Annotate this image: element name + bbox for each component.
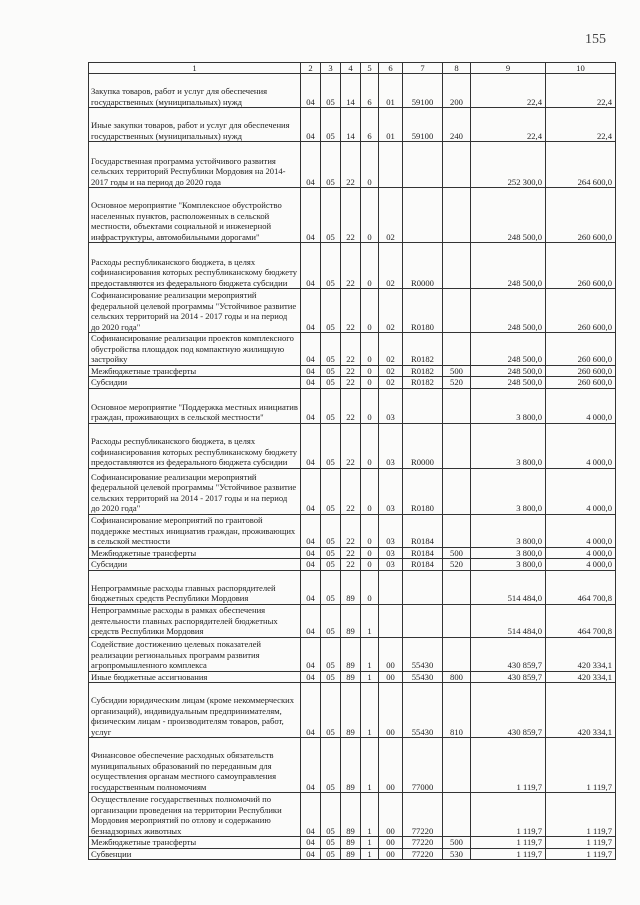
program-code-cell: 89 [341, 570, 361, 604]
header-cell: 9 [471, 63, 546, 74]
subprogram-code-cell: 1 [361, 683, 379, 738]
program-code-cell: 89 [341, 671, 361, 683]
program-code-cell: 22 [341, 333, 361, 366]
program-code-cell: 22 [341, 142, 361, 188]
table-row [89, 547, 616, 559]
amount-col9-cell: 3 800,0 [471, 423, 546, 468]
amount-col10-cell: 264 600,0 [546, 142, 616, 188]
amount-col10-cell: 1 119,7 [546, 738, 616, 793]
activity-code-cell: 03 [379, 514, 403, 547]
amount-col9-cell: 1 119,7 [471, 793, 546, 837]
target-article-cell: R0180 [403, 468, 443, 514]
activity-code-cell: 00 [379, 848, 403, 860]
amount-col10-cell: 260 600,0 [546, 333, 616, 366]
amount-col9-cell: 1 119,7 [471, 848, 546, 860]
program-code-cell: 89 [341, 637, 361, 671]
activity-code-cell: 02 [379, 289, 403, 333]
section-code-cell: 04 [301, 547, 321, 559]
section-code-cell: 04 [301, 468, 321, 514]
amount-col10-cell: 1 119,7 [546, 837, 616, 849]
row-name-cell: Межбюджетные трансферты [89, 837, 301, 849]
subsection-code-cell: 05 [321, 388, 341, 423]
program-code-cell: 22 [341, 514, 361, 547]
target-article-cell: R0182 [403, 333, 443, 366]
program-code-cell: 22 [341, 243, 361, 289]
amount-col10-cell: 4 000,0 [546, 468, 616, 514]
activity-code-cell: 00 [379, 637, 403, 671]
target-article-cell [403, 570, 443, 604]
table-row [89, 74, 616, 108]
amount-col10-cell: 4 000,0 [546, 514, 616, 547]
amount-col9-cell: 22,4 [471, 74, 546, 108]
expense-type-cell: 500 [443, 837, 471, 849]
subprogram-code-cell: 0 [361, 142, 379, 188]
target-article-cell: R0182 [403, 365, 443, 377]
budget-table [88, 62, 616, 860]
subsection-code-cell: 05 [321, 547, 341, 559]
expense-type-cell [443, 289, 471, 333]
subsection-code-cell: 05 [321, 142, 341, 188]
table-row [89, 377, 616, 389]
table-row [89, 108, 616, 142]
target-article-cell: R0000 [403, 423, 443, 468]
expense-type-cell: 500 [443, 365, 471, 377]
section-code-cell: 04 [301, 837, 321, 849]
target-article-cell: R0180 [403, 289, 443, 333]
program-code-cell: 22 [341, 377, 361, 389]
target-article-cell: 59100 [403, 74, 443, 108]
section-code-cell: 04 [301, 243, 321, 289]
amount-col9-cell: 248 500,0 [471, 188, 546, 243]
row-name-cell: Осуществление государственных полномочий по организации проведения на территории Республики Мордовия мероприятий по отлову и содержанию безнадзорных животных [89, 793, 301, 837]
amount-col10-cell: 420 334,1 [546, 637, 616, 671]
section-code-cell: 04 [301, 365, 321, 377]
program-code-cell: 89 [341, 837, 361, 849]
amount-col9-cell: 430 859,7 [471, 637, 546, 671]
amount-col9-cell: 22,4 [471, 108, 546, 142]
activity-code-cell: 03 [379, 388, 403, 423]
expense-type-cell: 240 [443, 108, 471, 142]
amount-col9-cell: 3 800,0 [471, 547, 546, 559]
subprogram-code-cell: 1 [361, 837, 379, 849]
amount-col10-cell: 22,4 [546, 74, 616, 108]
amount-col9-cell: 3 800,0 [471, 468, 546, 514]
activity-code-cell: 00 [379, 683, 403, 738]
program-code-cell: 89 [341, 848, 361, 860]
amount-col10-cell: 1 119,7 [546, 793, 616, 837]
subsection-code-cell: 05 [321, 848, 341, 860]
expense-type-cell: 530 [443, 848, 471, 860]
subprogram-code-cell: 0 [361, 388, 379, 423]
subprogram-code-cell: 0 [361, 570, 379, 604]
activity-code-cell: 02 [379, 333, 403, 366]
program-code-cell: 22 [341, 559, 361, 571]
amount-col9-cell: 248 500,0 [471, 377, 546, 389]
subsection-code-cell: 05 [321, 671, 341, 683]
subsection-code-cell: 05 [321, 74, 341, 108]
table-row [89, 243, 616, 289]
activity-code-cell: 02 [379, 377, 403, 389]
amount-col10-cell: 260 600,0 [546, 243, 616, 289]
activity-code-cell: 00 [379, 837, 403, 849]
section-code-cell: 04 [301, 738, 321, 793]
activity-code-cell: 01 [379, 108, 403, 142]
row-name-cell: Финансовое обеспечение расходных обязательств муниципальных образований по переданным для осуществления органам местного самоуправления государственным полномочиям [89, 738, 301, 793]
program-code-cell: 22 [341, 468, 361, 514]
table-row [89, 793, 616, 837]
row-name-cell: Непрограммные расходы главных распорядителей бюджетных средств Республики Мордовия [89, 570, 301, 604]
row-name-cell: Содействие достижению целевых показателей реализации региональных программ развития агропромышленного комплекса [89, 637, 301, 671]
header-cell: 3 [321, 63, 341, 74]
page-number: 155 [585, 32, 606, 47]
section-code-cell: 04 [301, 188, 321, 243]
subprogram-code-cell: 0 [361, 289, 379, 333]
subsection-code-cell: 05 [321, 559, 341, 571]
subsection-code-cell: 05 [321, 243, 341, 289]
subsection-code-cell: 05 [321, 289, 341, 333]
table-row [89, 365, 616, 377]
activity-code-cell [379, 604, 403, 637]
table-row [89, 683, 616, 738]
expense-type-cell [443, 243, 471, 289]
target-article-cell: R0000 [403, 243, 443, 289]
table-row [89, 637, 616, 671]
row-name-cell: Закупка товаров, работ и услуг для обеспечения государственных (муниципальных) нужд [89, 74, 301, 108]
table-header-row [89, 63, 616, 74]
activity-code-cell: 00 [379, 793, 403, 837]
subsection-code-cell: 05 [321, 637, 341, 671]
activity-code-cell: 03 [379, 559, 403, 571]
amount-col9-cell: 248 500,0 [471, 289, 546, 333]
subsection-code-cell: 05 [321, 570, 341, 604]
target-article-cell [403, 142, 443, 188]
program-code-cell: 22 [341, 188, 361, 243]
section-code-cell: 04 [301, 289, 321, 333]
subprogram-code-cell: 0 [361, 365, 379, 377]
table-row [89, 570, 616, 604]
subsection-code-cell: 05 [321, 738, 341, 793]
amount-col9-cell: 3 800,0 [471, 388, 546, 423]
program-code-cell: 22 [341, 388, 361, 423]
amount-col10-cell: 4 000,0 [546, 559, 616, 571]
target-article-cell [403, 388, 443, 423]
subprogram-code-cell: 1 [361, 637, 379, 671]
amount-col9-cell: 248 500,0 [471, 333, 546, 366]
section-code-cell: 04 [301, 848, 321, 860]
section-code-cell: 04 [301, 423, 321, 468]
target-article-cell: 55430 [403, 671, 443, 683]
program-code-cell: 22 [341, 547, 361, 559]
amount-col9-cell: 1 119,7 [471, 738, 546, 793]
table-row [89, 289, 616, 333]
row-name-cell: Расходы республиканского бюджета, в целях софинансирования которых республиканскому бюджету предоставляются из федерального бюджета субсидии [89, 243, 301, 289]
subsection-code-cell: 05 [321, 188, 341, 243]
header-cell: 5 [361, 63, 379, 74]
header-cell: 6 [379, 63, 403, 74]
activity-code-cell: 03 [379, 423, 403, 468]
header-cell: 2 [301, 63, 321, 74]
section-code-cell: 04 [301, 377, 321, 389]
header-cell: 8 [443, 63, 471, 74]
subprogram-code-cell: 0 [361, 423, 379, 468]
program-code-cell: 22 [341, 289, 361, 333]
amount-col10-cell: 420 334,1 [546, 671, 616, 683]
subprogram-code-cell: 0 [361, 514, 379, 547]
target-article-cell: 59100 [403, 108, 443, 142]
amount-col9-cell: 514 484,0 [471, 570, 546, 604]
table-row [89, 423, 616, 468]
expense-type-cell [443, 793, 471, 837]
target-article-cell: R0184 [403, 559, 443, 571]
target-article-cell: 55430 [403, 637, 443, 671]
target-article-cell [403, 604, 443, 637]
table-row [89, 671, 616, 683]
amount-col9-cell: 514 484,0 [471, 604, 546, 637]
amount-col10-cell: 22,4 [546, 108, 616, 142]
section-code-cell: 04 [301, 108, 321, 142]
row-name-cell: Софинансирование реализации мероприятий федеральной целевой программы "Устойчивое развитие сельских территорий на 2014 - 2017 годы и на период до 2020 года" [89, 468, 301, 514]
amount-col9-cell: 252 300,0 [471, 142, 546, 188]
amount-col9-cell: 1 119,7 [471, 837, 546, 849]
expense-type-cell [443, 514, 471, 547]
amount-col10-cell: 260 600,0 [546, 289, 616, 333]
subprogram-code-cell: 0 [361, 333, 379, 366]
activity-code-cell: 00 [379, 738, 403, 793]
header-cell: 1 [89, 63, 301, 74]
table-row [89, 388, 616, 423]
activity-code-cell: 03 [379, 468, 403, 514]
program-code-cell: 89 [341, 793, 361, 837]
program-code-cell: 14 [341, 108, 361, 142]
program-code-cell: 14 [341, 74, 361, 108]
section-code-cell: 04 [301, 637, 321, 671]
section-code-cell: 04 [301, 683, 321, 738]
expense-type-cell [443, 738, 471, 793]
activity-code-cell: 02 [379, 243, 403, 289]
subsection-code-cell: 05 [321, 333, 341, 366]
header-cell: 7 [403, 63, 443, 74]
expense-type-cell: 520 [443, 559, 471, 571]
subprogram-code-cell: 1 [361, 848, 379, 860]
amount-col9-cell: 248 500,0 [471, 365, 546, 377]
section-code-cell: 04 [301, 514, 321, 547]
expense-type-cell: 810 [443, 683, 471, 738]
target-article-cell: 77220 [403, 848, 443, 860]
subsection-code-cell: 05 [321, 604, 341, 637]
table-row [89, 468, 616, 514]
expense-type-cell [443, 468, 471, 514]
amount-col10-cell: 464 700,8 [546, 570, 616, 604]
amount-col10-cell: 4 000,0 [546, 547, 616, 559]
program-code-cell: 22 [341, 365, 361, 377]
activity-code-cell: 02 [379, 188, 403, 243]
amount-col9-cell: 430 859,7 [471, 671, 546, 683]
section-code-cell: 04 [301, 388, 321, 423]
amount-col10-cell: 464 700,8 [546, 604, 616, 637]
header-cell: 4 [341, 63, 361, 74]
section-code-cell: 04 [301, 142, 321, 188]
row-name-cell: Софинансирование реализации проектов комплексного обустройства площадок под компактную жилищную застройку [89, 333, 301, 366]
row-name-cell: Иные бюджетные ассигнования [89, 671, 301, 683]
table-row [89, 848, 616, 860]
expense-type-cell: 500 [443, 547, 471, 559]
expense-type-cell: 800 [443, 671, 471, 683]
expense-type-cell: 200 [443, 74, 471, 108]
section-code-cell: 04 [301, 604, 321, 637]
activity-code-cell: 01 [379, 74, 403, 108]
table-row [89, 142, 616, 188]
row-name-cell: Субсидии [89, 559, 301, 571]
subsection-code-cell: 05 [321, 514, 341, 547]
target-article-cell: 77220 [403, 793, 443, 837]
expense-type-cell [443, 388, 471, 423]
amount-col9-cell: 3 800,0 [471, 559, 546, 571]
target-article-cell: 77000 [403, 738, 443, 793]
row-name-cell: Расходы республиканского бюджета, в целях софинансирования которых республиканскому бюджету предоставляются из федерального бюджета субсидии [89, 423, 301, 468]
target-article-cell: R0184 [403, 547, 443, 559]
section-code-cell: 04 [301, 793, 321, 837]
table-row [89, 188, 616, 243]
activity-code-cell: 02 [379, 365, 403, 377]
target-article-cell: 77220 [403, 837, 443, 849]
amount-col9-cell: 430 859,7 [471, 683, 546, 738]
amount-col10-cell: 4 000,0 [546, 388, 616, 423]
subsection-code-cell: 05 [321, 683, 341, 738]
expense-type-cell [443, 142, 471, 188]
program-code-cell: 89 [341, 604, 361, 637]
expense-type-cell [443, 637, 471, 671]
subprogram-code-cell: 0 [361, 243, 379, 289]
section-code-cell: 04 [301, 570, 321, 604]
section-code-cell: 04 [301, 74, 321, 108]
program-code-cell: 89 [341, 738, 361, 793]
subprogram-code-cell: 1 [361, 604, 379, 637]
table-row [89, 333, 616, 366]
header-cell: 10 [546, 63, 616, 74]
target-article-cell: R0184 [403, 514, 443, 547]
row-name-cell: Основное мероприятие "Поддержка местных инициатив граждан, проживающих в сельской местности" [89, 388, 301, 423]
subprogram-code-cell: 1 [361, 793, 379, 837]
amount-col10-cell: 4 000,0 [546, 423, 616, 468]
row-name-cell: Основное мероприятие "Комплексное обустройство населенных пунктов, расположенных в сельской местности, объектами социальной и инженерной инфраструктуры, автомобильными дорогами" [89, 188, 301, 243]
target-article-cell [403, 188, 443, 243]
expense-type-cell: 520 [443, 377, 471, 389]
activity-code-cell: 03 [379, 547, 403, 559]
target-article-cell: 55430 [403, 683, 443, 738]
row-name-cell: Межбюджетные трансферты [89, 547, 301, 559]
amount-col10-cell: 420 334,1 [546, 683, 616, 738]
subprogram-code-cell: 6 [361, 74, 379, 108]
subsection-code-cell: 05 [321, 377, 341, 389]
row-name-cell: Субсидии [89, 377, 301, 389]
amount-col10-cell: 260 600,0 [546, 365, 616, 377]
section-code-cell: 04 [301, 671, 321, 683]
amount-col10-cell: 260 600,0 [546, 377, 616, 389]
subprogram-code-cell: 1 [361, 738, 379, 793]
subprogram-code-cell: 0 [361, 468, 379, 514]
subprogram-code-cell: 0 [361, 377, 379, 389]
subsection-code-cell: 05 [321, 793, 341, 837]
table-row [89, 738, 616, 793]
amount-col10-cell: 260 600,0 [546, 188, 616, 243]
subsection-code-cell: 05 [321, 837, 341, 849]
row-name-cell: Межбюджетные трансферты [89, 365, 301, 377]
row-name-cell: Субсидии юридическим лицам (кроме некоммерческих организаций), индивидуальным предпринимателям, физическим лицам - производителям товаров, работ, услуг [89, 683, 301, 738]
table-row [89, 837, 616, 849]
subsection-code-cell: 05 [321, 468, 341, 514]
activity-code-cell [379, 142, 403, 188]
section-code-cell: 04 [301, 559, 321, 571]
table-row [89, 514, 616, 547]
activity-code-cell [379, 570, 403, 604]
expense-type-cell [443, 570, 471, 604]
row-name-cell: Государственная программа устойчивого развития сельских территорий Республики Мордовия на 2014-2017 годы и на период до 2020 года [89, 142, 301, 188]
program-code-cell: 22 [341, 423, 361, 468]
section-code-cell: 04 [301, 333, 321, 366]
expense-type-cell [443, 423, 471, 468]
subsection-code-cell: 05 [321, 423, 341, 468]
subsection-code-cell: 05 [321, 108, 341, 142]
expense-type-cell [443, 604, 471, 637]
amount-col9-cell: 248 500,0 [471, 243, 546, 289]
row-name-cell: Софинансирование мероприятий по грантовой поддержке местных инициатив граждан, проживающих в сельской местности [89, 514, 301, 547]
subprogram-code-cell: 1 [361, 671, 379, 683]
row-name-cell: Непрограммные расходы в рамках обеспечения деятельности главных распорядителей бюджетных средств Республики Мордовия [89, 604, 301, 637]
subsection-code-cell: 05 [321, 365, 341, 377]
subprogram-code-cell: 0 [361, 547, 379, 559]
table-row [89, 559, 616, 571]
subprogram-code-cell: 0 [361, 188, 379, 243]
target-article-cell: R0182 [403, 377, 443, 389]
amount-col10-cell: 1 119,7 [546, 848, 616, 860]
program-code-cell: 89 [341, 683, 361, 738]
amount-col9-cell: 3 800,0 [471, 514, 546, 547]
table-row [89, 604, 616, 637]
subprogram-code-cell: 0 [361, 559, 379, 571]
row-name-cell: Субвенции [89, 848, 301, 860]
row-name-cell: Софинансирование реализации мероприятий федеральной целевой программы "Устойчивое развитие сельских территорий на 2014 - 2017 годы и на период до 2020 года" [89, 289, 301, 333]
subprogram-code-cell: 6 [361, 108, 379, 142]
expense-type-cell [443, 188, 471, 243]
expense-type-cell [443, 333, 471, 366]
row-name-cell: Иные закупки товаров, работ и услуг для обеспечения государственных (муниципальных) нужд [89, 108, 301, 142]
activity-code-cell: 00 [379, 671, 403, 683]
